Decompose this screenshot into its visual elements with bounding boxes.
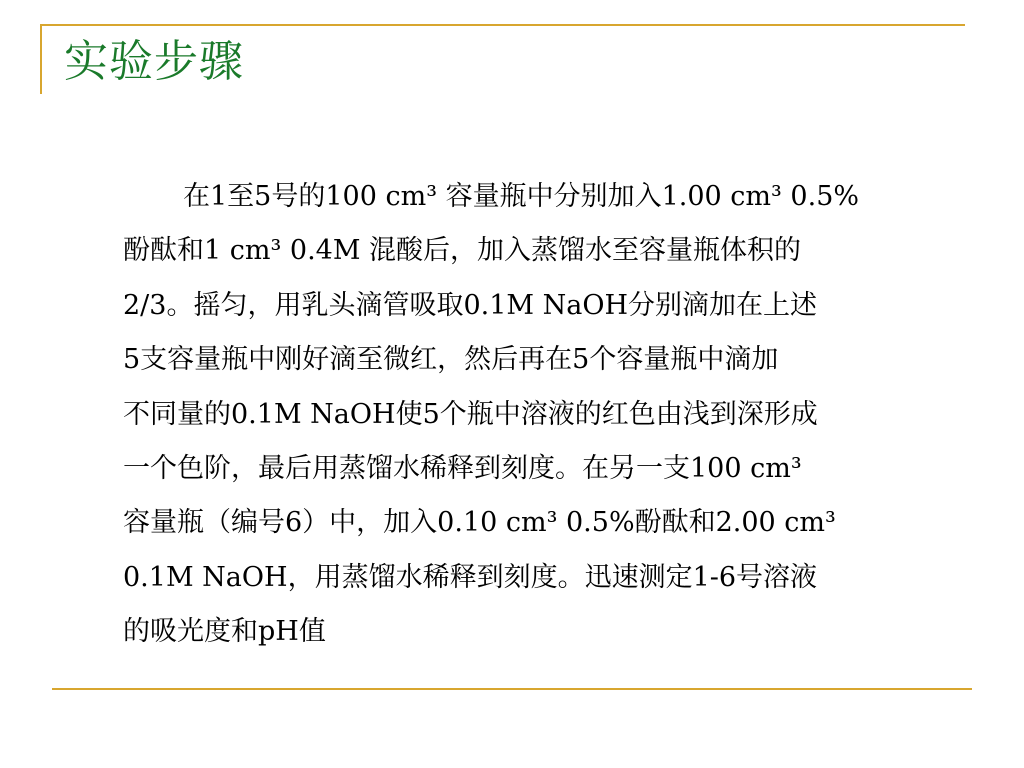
paragraph-line: 2/3。摇匀，用乳头滴管吸取0.1M NaOH分别滴加在上述	[123, 289, 818, 321]
paragraph-line: 不同量的0.1M NaOH使5个瓶中溶液的红色由浅到深形成	[123, 398, 818, 430]
slide-body	[123, 170, 963, 660]
bottom-divider	[52, 688, 972, 690]
paragraph-line: 容量瓶（编号6）中，加入0.10 cm³ 0.5%酚酞和2.00 cm³	[123, 507, 836, 539]
paragraph-line: 酚酞和1 cm³ 0.4M 混酸后，加入蒸馏水至容量瓶体积的	[123, 235, 802, 267]
paragraph-line: 一个色阶，最后用蒸馏水稀释到刻度。在另一支100 cm³	[123, 452, 802, 484]
paragraph-line: 在1至5号的100 cm³ 容量瓶中分别加入1.00 cm³ 0.5%	[183, 181, 860, 212]
left-divider	[40, 24, 42, 94]
top-divider	[40, 24, 965, 26]
paragraph-line: 5支容量瓶中刚好滴至微红，然后再在5个容量瓶中滴加	[123, 344, 779, 376]
paragraph-line: 的吸光度和pH值	[123, 616, 326, 648]
paragraph-line: 0.1M NaOH，用蒸馏水稀释到刻度。迅速测定1-6号溶液	[123, 561, 818, 593]
slide-title: 实验步骤	[64, 36, 244, 87]
